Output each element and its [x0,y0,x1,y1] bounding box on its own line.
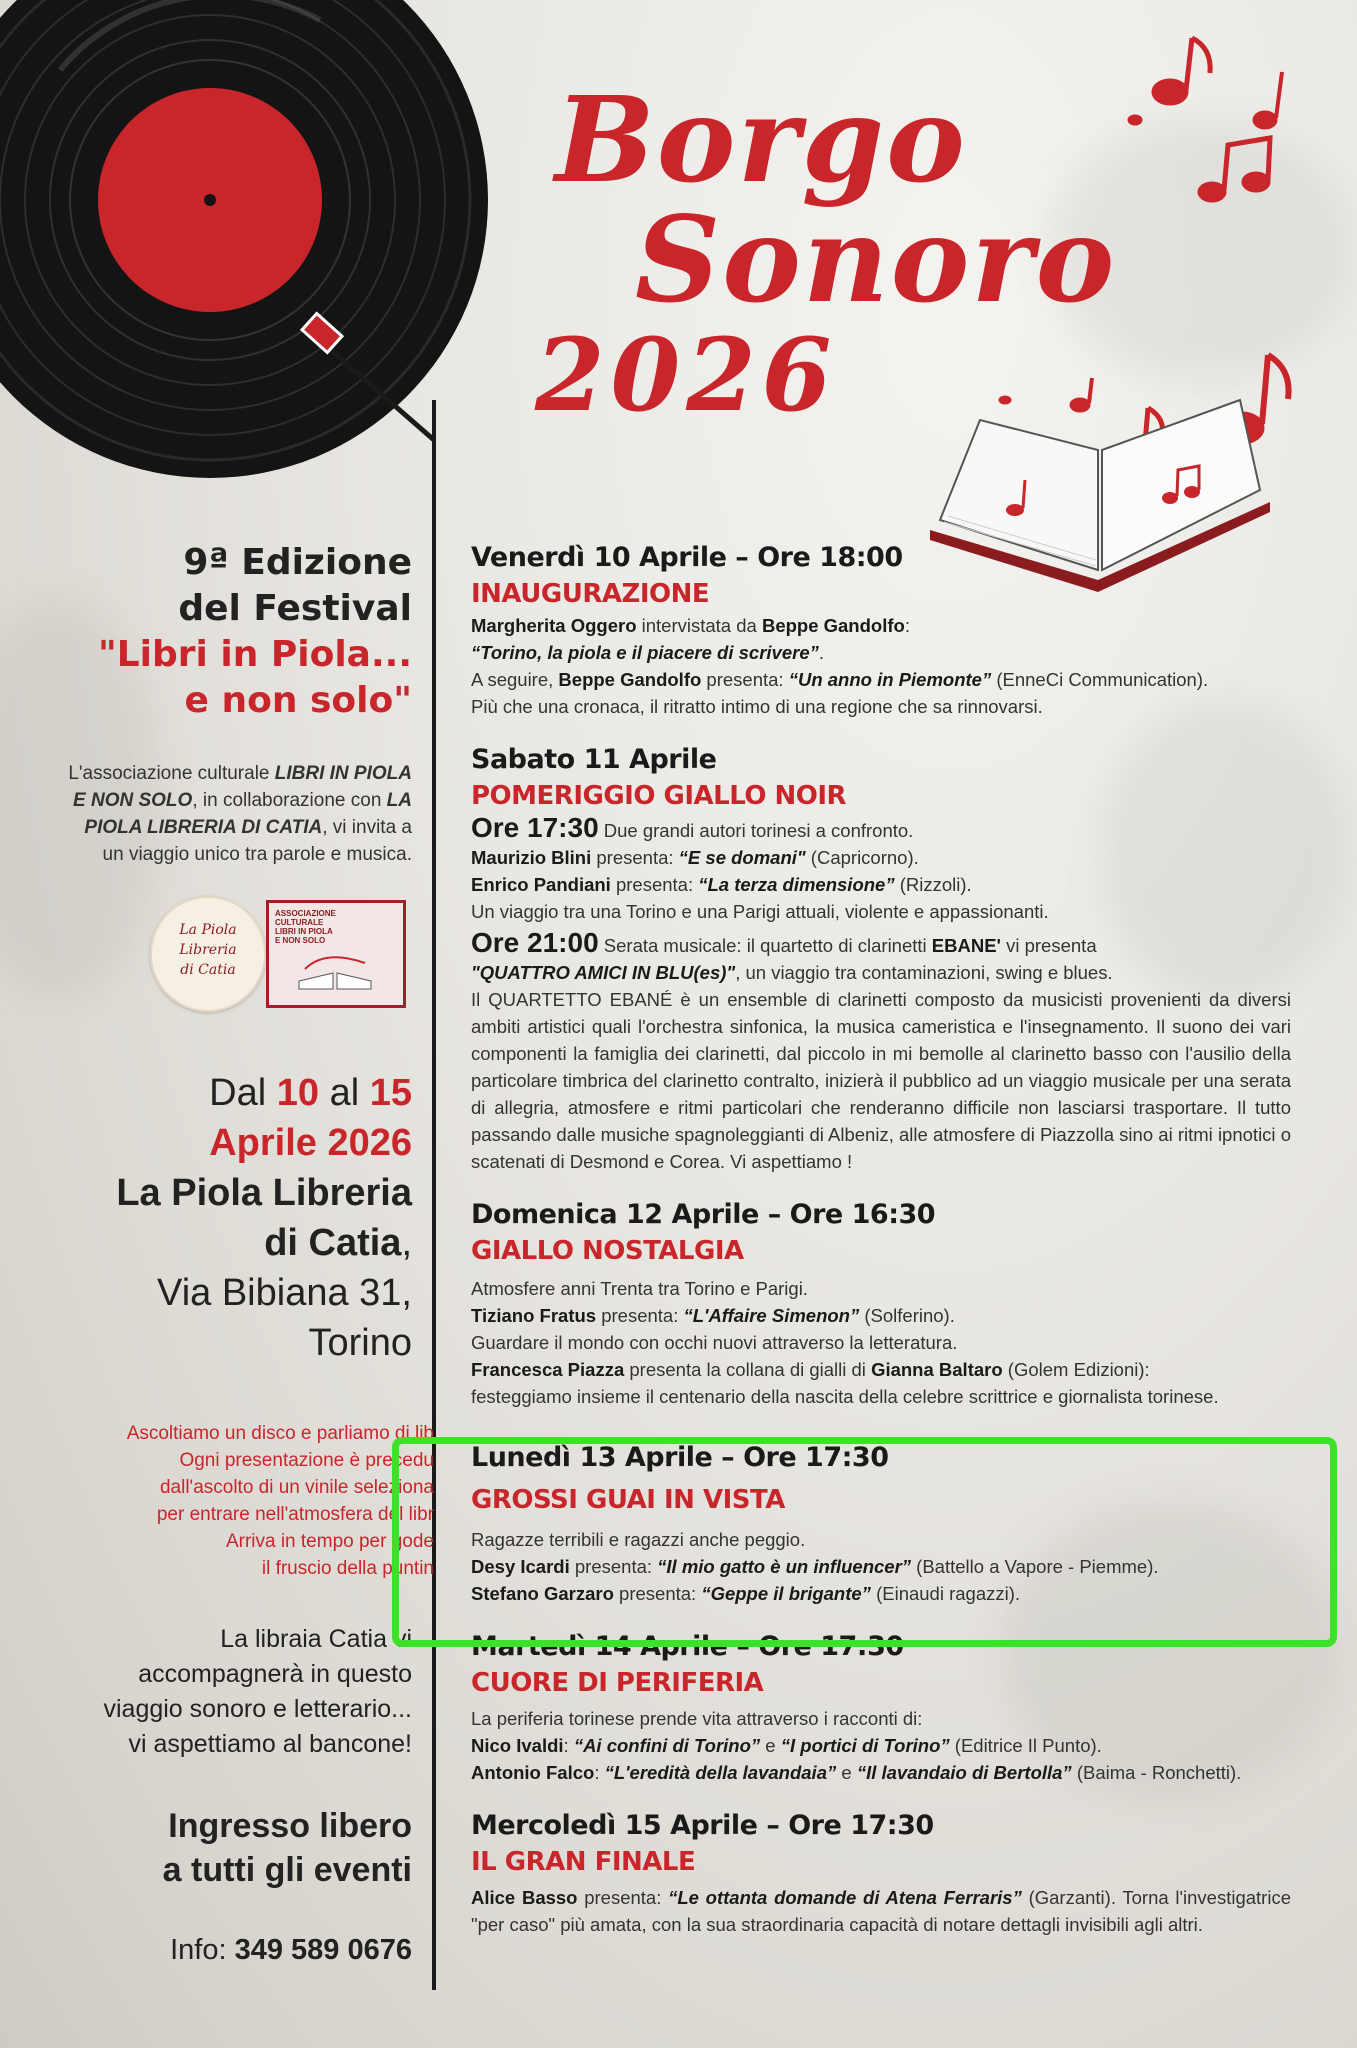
author: Antonio Falco [471,1762,595,1783]
title-year: 2026 [535,316,838,434]
event-description: (Garzanti). Torna l'investigatrice "per caso" più amata, con la sua straordinaria capacità di notare dettagli invisibili agli altri. [471,1887,1291,1935]
event-title: INAUGURAZIONE [471,579,710,609]
venue-comma: , [401,1222,412,1264]
logo1-line2: Libreria [179,942,237,958]
event-time: Ore 17:30 [471,812,599,843]
free-entry [60,1804,412,1892]
title-line2: Sonoro [635,190,1117,329]
event-line [471,814,1291,844]
festival-name-line2: e non solo" [184,680,412,721]
info-phone: 349 589 0676 [234,1934,412,1966]
left-column [60,540,434,1967]
logo1-line1: La Piola [179,922,237,938]
event-line [471,844,1291,871]
event-title: GROSSI GUAI IN VISTA [471,1485,785,1515]
event-line: festeggiamo insieme il centenario della nascita della celebre scrittrice e giornalista torinese. [471,1386,1219,1407]
logo2-text: ASSOCIAZIONE CULTURALE LIBRI IN PIOLA E NON SOLO [275,909,336,945]
event-line: Guardare il mondo con occhi nuovi attraverso la letteratura. [471,1332,958,1353]
author: Maurizio Blini [471,847,592,868]
concert-title: "QUATTRO AMICI IN BLU(es)" [471,962,736,983]
book-logo-icon [295,951,375,991]
book-title: “L'Affaire Simenon” [683,1305,860,1326]
publisher: (Solferino). [859,1305,955,1326]
association-logo [266,900,406,1008]
disclaimer-line: Arriva in tempo per gode [225,1531,434,1552]
catia-line: vi aspettiamo al bancone! [128,1730,412,1758]
text: e [760,1735,781,1756]
author: Alice Basso [471,1887,578,1908]
author: Beppe Gandolfo [558,669,702,690]
event-line: Ragazze terribili e ragazzi anche peggio. [471,1529,806,1550]
event-line [471,1759,1291,1786]
vinyl-disclaimer [60,1420,434,1582]
end-day: 15 [369,1072,412,1114]
festival-name-line1: "Libri in Piola... [97,634,412,675]
event-line: Atmosfere anni Trenta tra Torino e Parigi. [471,1278,808,1299]
author: Margherita Oggero [471,615,637,636]
book-title: “Le ottanta domande di Atena Ferraris” [668,1887,1022,1908]
catia-line: viaggio sonoro e letterario... [103,1695,412,1723]
text: e [836,1762,857,1783]
author: Tiziano Fratus [471,1305,597,1326]
author: Francesca Piazza [471,1359,625,1380]
book-title: “Ai confini di Torino” [573,1735,761,1756]
text: presenta: [701,669,789,690]
author: Nico Ivaldi [471,1735,564,1756]
publisher: (Einaudi ragazzi). [870,1583,1021,1604]
book-title: “E se domani" [678,847,806,868]
event-line [471,1356,1291,1383]
start-day: 10 [276,1072,320,1114]
event-schedule [471,540,1291,1960]
text: : [563,1735,574,1756]
text: , un viaggio tra contaminazioni, swing e blues. [735,962,1113,983]
publisher: (Battello a Vapore - Piemme). [911,1556,1159,1577]
book-title: “Il mio gatto è un influencer” [657,1556,912,1577]
author: Enrico Pandiani [471,874,611,895]
event-line [471,1884,1291,1938]
text: presenta: [569,1556,658,1577]
partner-logos [60,894,412,1034]
festival-dates [60,1068,412,1368]
event-line [471,666,1291,693]
text: presenta: [591,847,679,868]
catia-line: accompagnerà in questo [138,1660,412,1688]
address-street: Via Bibiana 31, [157,1272,412,1314]
event-date: Mercoledì 15 Aprile – Ore 17:30 [471,1810,934,1841]
event-line [471,959,1291,986]
venue-line2: di Catia [264,1222,402,1264]
text: . [818,642,825,663]
event-title: POMERIGGIO GIALLO NOIR [471,781,847,811]
event-date: Venerdì 10 Aprile – Ore 18:00 [471,542,903,573]
assoc-text-2: , in collaborazione con [192,790,387,811]
dal-label: Dal [209,1072,277,1114]
address-city: Torino [308,1322,412,1364]
publisher: (Capricorno). [805,847,919,868]
event-time: Ore 21:00 [471,927,599,958]
event-giallo-nostalgia [471,1197,1291,1410]
disclaimer-line: dall'ascolto di un vinile seleziona [159,1477,434,1498]
text: presenta: [613,1583,702,1604]
book-title: “Geppe il brigante” [701,1583,871,1604]
catia-invite [60,1622,412,1762]
vinyl-record-graphic [0,0,490,480]
publisher: (Baima - Ronchetti). [1071,1762,1242,1783]
event-line [471,929,1291,959]
event-title: IL GRAN FINALE [471,1847,696,1877]
month-year: Aprile 2026 [209,1122,412,1164]
event-line [471,871,1291,898]
event-cuore-periferia [471,1629,1291,1786]
event-line: Più che una cronaca, il ritratto intimo di una regione che sa rinnovarsi. [471,696,1043,717]
disclaimer-line: per entrare nell'atmosfera del libr [156,1504,434,1525]
poster-title [535,70,1117,434]
disclaimer-line: Ascoltiamo un disco e parliamo di lib [126,1423,434,1444]
piola-libreria-logo [150,896,266,1012]
vertical-divider [432,400,436,1990]
catia-line: La libraia Catia vi [220,1625,412,1653]
title-line1: Borgo [555,70,967,209]
event-date: Lunedì 13 Aprile – Ore 17:30 [471,1442,889,1473]
ensemble-name: EBANE' [931,935,1001,956]
book-title: “I portici di Torino” [780,1735,950,1756]
publisher: (Rizzoli). [894,874,972,895]
event-line [471,639,1291,666]
event-title: CUORE DI PERIFERIA [471,1668,764,1698]
assoc-text-3: , vi invita a un viaggio unico tra parole e musica. [102,817,412,865]
author: Desy Icardi [471,1556,570,1577]
book-title: “La terza dimensione” [698,874,895,895]
event-date: Sabato 11 Aprile [471,744,717,775]
event-date: Martedì 14 Aprile – Ore 17:30 [471,1631,904,1662]
event-title: GIALLO NOSTALGIA [471,1236,744,1266]
event-line: La periferia torinese prende vita attraverso i racconti di: [471,1708,923,1729]
text: presenta la collana di gialli di [624,1359,872,1380]
info-contact [60,1934,412,1967]
disclaimer-line: il fruscio della puntin [261,1558,434,1579]
assoc-text-1: L'associazione culturale [68,763,275,784]
free-entry-line1: Ingresso libero [168,1807,412,1845]
event-date: Domenica 12 Aprile – Ore 16:30 [471,1199,936,1230]
publisher: (Editrice Il Punto). [949,1735,1102,1756]
event-line [471,612,1291,639]
book-title: “Un anno in Piemonte” [788,669,992,690]
edition-number: 9ª Edizione [183,542,412,583]
text: : [904,615,910,636]
event-description: Il QUARTETTO EBANÉ è un ensemble di clarinetti composto da musicisti provenienti da diversi ambiti artistici quali l'orchestra sinfonica, la musica cameristica e l'insegnamento. Il suono dei vari componenti la famiglia dei clarinetti, dal piccolo in mi bemolle al clarinetto basso con l'ausilio della particolare timbrica del clarinetto contralto, inizierà il pubblico ad un viaggio musicale per una serata di allegria, atmosfere e ritmi particolari che renderanno difficile non lasciarsi trasportare. Il tutto passando dalle musiche spagnoleggianti di Albeniz, alle atmosfere di Piazzolla sino ai ritmi ipnotici o scatenati di Desmond e Corea. Vi aspettiamo ! [471,989,1291,1172]
text: : [594,1762,605,1783]
text: presenta: [577,1887,669,1908]
event-line [471,1732,1291,1759]
highlight-box [392,1437,1337,1647]
bookshop-name: LA PIOLA LIBRERIA DI CATIA [84,790,412,838]
publisher: (EnneCi Communication). [991,669,1209,690]
edition-line2: del Festival [178,588,412,629]
publisher: (Golem Edizioni): [1002,1359,1150,1380]
association-text [60,760,412,868]
free-entry-line2: a tutti gli eventi [162,1851,412,1889]
info-label: Info: [170,1934,235,1966]
event-line: Un viaggio tra una Torino e una Parigi attuali, violente e appassionanti. [471,901,1049,922]
event-line [471,1302,1291,1329]
disclaimer-line: Ogni presentazione è precedu [179,1450,434,1471]
event-giallo-noir [471,742,1291,1175]
author: Beppe Gandolfo [761,615,905,636]
text: intervistata da [636,615,762,636]
text: vi presenta [1000,935,1097,956]
venue-line1: La Piola Libreria [116,1172,412,1214]
book-title: “L'eredità della lavandaia” [604,1762,837,1783]
author: Gianna Baltaro [871,1359,1003,1380]
event-gran-finale [471,1808,1291,1938]
al-label: al [319,1072,370,1114]
text: A seguire, [471,669,559,690]
logo1-line3: di Catia [180,962,236,978]
book-title: “Torino, la piola e il piacere di scrivere” [471,642,819,663]
text: Serata musicale: il quartetto di clarinetti [598,935,932,956]
event-inaugurazione [471,540,1291,720]
text: presenta: [596,1305,684,1326]
text: presenta: [610,874,699,895]
author: Stefano Garzaro [471,1583,614,1604]
assoc-name: LIBRI IN PIOLA E NON SOLO [73,763,412,811]
text: Due grandi autori torinesi a confronto. [598,820,914,841]
book-title: “Il lavandaio di Bertolla” [856,1762,1072,1783]
